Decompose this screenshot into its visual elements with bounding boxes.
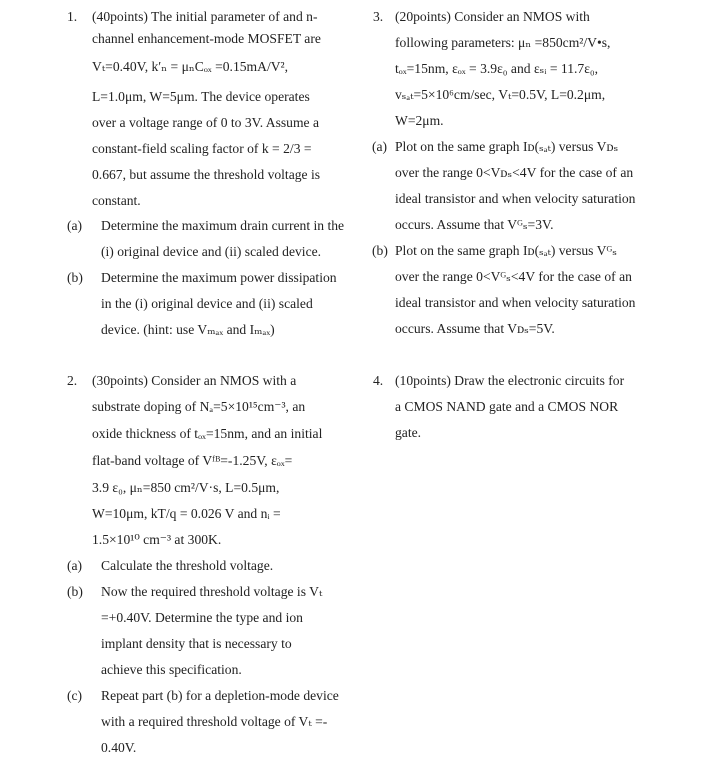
problem-text-line: W=2μm. <box>395 113 444 128</box>
part-text-line: device. (hint: use Vₘₐₓ and Iₘₐₓ) <box>101 322 275 337</box>
problem-text-line: vₛₐₜ=5×10⁶cm/sec, Vₜ=0.5V, L=0.2μm, <box>395 87 606 102</box>
problem-text-line: constant. <box>92 193 141 208</box>
problem-number: 1. <box>67 9 78 24</box>
part-text-line: occurs. Assume that Vᴅₛ=5V. <box>395 321 555 336</box>
problem-text-line: gate. <box>395 425 422 440</box>
part-text-line: Now the required threshold voltage is Vₜ <box>101 584 323 599</box>
part-text-line: ideal transistor and when velocity saturation <box>395 191 636 206</box>
part-label: (c) <box>67 688 83 703</box>
problem-text-line: W=10μm, kT/q = 0.026 V and nᵢ = <box>92 506 281 521</box>
problem-text-line: following parameters: μₙ =850cm²/V•s, <box>395 35 611 50</box>
part-text-line: Calculate the threshold voltage. <box>101 558 274 573</box>
part-text-line: 0.40V. <box>101 740 137 755</box>
problem-text-line: channel enhancement-mode MOSFET are <box>92 31 321 46</box>
problem-text-line: 1.5×10¹⁰ cm⁻³ at 300K. <box>92 532 222 547</box>
part-label: (a) <box>67 218 83 233</box>
problem-text-line: Vₜ=0.40V, k′ₙ = μₙCₒₓ =0.15mA/V², <box>92 59 289 74</box>
problem-text-line: oxide thickness of tₒₓ=15nm, and an initial <box>92 426 323 441</box>
part-text-line: with a required threshold voltage of Vₜ =- <box>101 714 328 729</box>
problem-text-line: over a voltage range of 0 to 3V. Assume a <box>92 115 320 130</box>
part-label: (b) <box>67 584 83 599</box>
part-text-line: over the range 0<Vᴅₛ<4V for the case of an <box>395 165 634 180</box>
part-text-line: occurs. Assume that Vᴳₛ=3V. <box>395 217 554 232</box>
problem-text-line: (10points) Draw the electronic circuits for <box>395 373 625 388</box>
part-text-line: ideal transistor and when velocity saturation <box>395 295 636 310</box>
part-label: (a) <box>372 139 388 154</box>
part-text-line: in the (i) original device and (ii) scaled <box>101 296 313 311</box>
problem-text-line: flat-band voltage of Vᶠᴮ=-1.25V, εₒₓ= <box>92 453 293 468</box>
part-label: (a) <box>67 558 83 573</box>
part-text-line: Determine the maximum power dissipation <box>101 270 337 285</box>
part-text-line: implant density that is necessary to <box>101 636 292 651</box>
part-text-line: Plot on the same graph Iᴅ(ₛₐₜ) versus Vᴅₛ <box>395 139 619 154</box>
problem-text-line: 0.667, but assume the threshold voltage is <box>92 167 321 182</box>
problem-text-line: (20points) Consider an NMOS with <box>395 9 590 24</box>
problem-text-line: constant-field scaling factor of k = 2/3 = <box>92 141 312 156</box>
part-text-line: over the range 0<Vᴳₛ<4V for the case of an <box>395 269 632 284</box>
part-text-line: Determine the maximum drain current in the <box>101 218 345 233</box>
problem-text-line: a CMOS NAND gate and a CMOS NOR <box>395 399 619 414</box>
problem-text-line: (30points) Consider an NMOS with a <box>92 373 297 388</box>
part-label: (b) <box>372 243 388 258</box>
problem-text-line: substrate doping of Nₐ=5×10¹⁵cm⁻³, an <box>92 399 306 414</box>
problem-text-line: L=1.0μm, W=5μm. The device operates <box>92 89 310 104</box>
problem-text-line: (40points) The initial parameter of and n- <box>92 9 318 24</box>
part-text-line: Plot on the same graph Iᴅ(ₛₐₜ) versus Vᴳₛ <box>395 243 617 258</box>
part-text-line: Repeat part (b) for a depletion-mode device <box>101 688 339 703</box>
problem-text-line: 3.9 ε₀, μₙ=850 cm²/V·s, L=0.5μm, <box>92 480 280 495</box>
part-text-line: achieve this specification. <box>101 662 242 677</box>
part-text-line: (i) original device and (ii) scaled device. <box>101 244 322 259</box>
problem-text-line: tₒₓ=15nm, εₒₓ = 3.9ε₀ and εₛᵢ = 11.7ε₀, <box>395 61 599 76</box>
part-text-line: =+0.40V. Determine the type and ion <box>101 610 303 625</box>
problem-number: 2. <box>67 373 78 388</box>
part-label: (b) <box>67 270 83 285</box>
problem-number: 4. <box>373 373 384 388</box>
problem-number: 3. <box>373 9 384 24</box>
